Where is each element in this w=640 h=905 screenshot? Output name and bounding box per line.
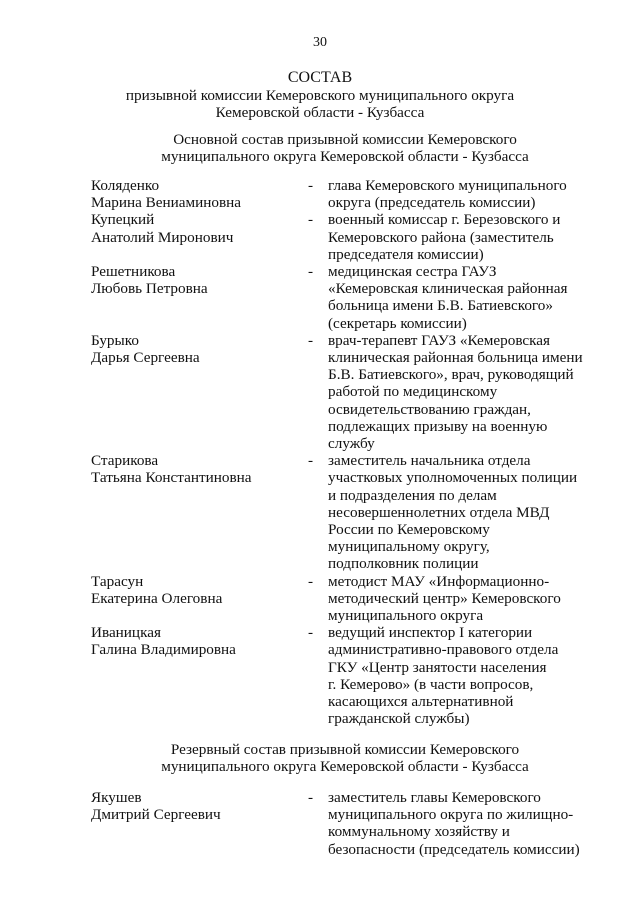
role-line: военный комиссар г. Березовского и: [328, 211, 561, 229]
role-line: освидетельствованию граждан,: [328, 400, 531, 418]
role-line: муниципального округа по жилищно-: [328, 806, 574, 824]
member-name: [91, 789, 308, 858]
role-line: округа (председатель комиссии): [328, 194, 536, 212]
title-heading: СОСТАВ: [287, 69, 353, 86]
reserve-section-heading: [0, 741, 640, 775]
member-given-name: Марина Вениаминовна: [91, 194, 241, 212]
member-name: [91, 573, 308, 625]
role-line: административно-правового отдела: [328, 641, 559, 659]
role-line: гражданской службы): [328, 710, 470, 728]
member-row: [91, 452, 601, 572]
member-dash: -: [308, 331, 314, 349]
member-surname: Решетникова: [91, 263, 176, 281]
member-name: [91, 452, 308, 572]
member-dash: -: [308, 452, 314, 470]
member-dash: -: [308, 177, 314, 194]
title-line-1: призывной комиссии Кемеровского муниципального округа: [125, 87, 515, 104]
role-line: работой по медицинскому: [328, 383, 498, 401]
member-name: [91, 177, 308, 211]
member-role: [328, 789, 601, 858]
member-role: [328, 177, 601, 211]
member-name: [91, 211, 308, 263]
reserve-heading-line-2: муниципального округа Кемеровской области - Кузбасса: [161, 758, 529, 776]
member-given-name: Дмитрий Сергеевич: [91, 806, 221, 824]
role-line: коммунальному хозяйству и: [328, 823, 510, 841]
member-dash: -: [308, 624, 314, 642]
member-dash: -: [308, 211, 314, 229]
member-given-name: Любовь Петровна: [91, 280, 208, 298]
main-heading-line-2: муниципального округа Кемеровской области - Кузбасса: [161, 148, 529, 166]
member-given-name: Дарья Сергеевна: [91, 349, 200, 367]
role-line: службу: [328, 435, 375, 453]
role-line: России по Кемеровскому: [328, 521, 490, 539]
member-role: [328, 624, 601, 727]
page-number: 30: [313, 35, 327, 50]
role-line: подлежащих призыву на военную: [328, 417, 548, 435]
member-row: [91, 624, 601, 727]
member-row: [91, 789, 601, 858]
role-line: г. Кемерово» (в части вопросов,: [328, 675, 534, 693]
member-surname: Бурыко: [91, 331, 139, 349]
role-line: методист МАУ «Информационно-: [328, 572, 550, 590]
member-dash: -: [308, 789, 314, 806]
member-surname: Иваницкая: [91, 624, 161, 642]
role-line: и подразделения по делам: [328, 486, 497, 504]
member-name: [91, 332, 308, 452]
main-section-heading: [0, 131, 640, 165]
member-row: [91, 263, 601, 332]
member-row: [91, 177, 601, 211]
member-row: [91, 211, 601, 263]
role-line: касающихся альтернативной: [328, 693, 514, 711]
role-line: подполковник полиции: [328, 555, 479, 573]
member-row: [91, 332, 601, 452]
member-surname: Коляденко: [91, 177, 160, 194]
document-title: [0, 69, 640, 121]
reserve-members-list: [91, 789, 601, 858]
member-role: [328, 263, 601, 332]
role-line: участковых уполномоченных полиции: [328, 469, 578, 487]
role-line: врач-терапевт ГАУЗ «Кемеровская: [328, 331, 551, 349]
role-line: «Кемеровская клиническая районная: [328, 280, 568, 298]
role-line: больница имени Б.В. Батиевского»: [328, 297, 553, 315]
role-line: Кемеровского района (заместитель: [328, 228, 554, 246]
role-line: несовершеннолетних отдела МВД: [328, 503, 550, 521]
main-members-list: [91, 177, 601, 728]
member-surname: Купецкий: [91, 211, 155, 229]
role-line: медицинская сестра ГАУЗ: [328, 263, 497, 281]
member-role: [328, 452, 601, 572]
member-row: [91, 573, 601, 625]
member-given-name: Екатерина Олеговна: [91, 589, 223, 607]
role-line: заместитель начальника отдела: [328, 452, 531, 470]
role-line: муниципальному округу,: [328, 538, 490, 556]
member-role: [328, 211, 601, 263]
role-line: ведущий инспектор I категории: [328, 624, 533, 642]
member-dash: -: [308, 263, 314, 281]
member-given-name: Татьяна Константиновна: [91, 469, 252, 487]
member-surname: Якушев: [91, 789, 142, 806]
role-line: безопасности (председатель комиссии): [328, 840, 580, 858]
title-line-2: Кемеровской области - Кузбасса: [215, 104, 425, 122]
member-name: [91, 263, 308, 332]
role-line: муниципального округа: [328, 607, 484, 625]
member-surname: Тарасун: [91, 572, 144, 590]
member-given-name: Анатолий Миронович: [91, 228, 234, 246]
member-dash: -: [308, 572, 314, 590]
role-line: (секретарь комиссии): [328, 314, 467, 332]
member-role: [328, 332, 601, 452]
reserve-heading-line-1: Резервный состав призывной комиссии Кемеровского: [170, 741, 520, 758]
member-surname: Старикова: [91, 452, 159, 470]
role-line: председателя комиссии): [328, 245, 484, 263]
role-line: ГКУ «Центр занятости населения: [328, 658, 547, 676]
role-line: методический центр» Кемеровского: [328, 589, 561, 607]
role-line: заместитель главы Кемеровского: [328, 789, 541, 806]
role-line: глава Кемеровского муниципального: [328, 177, 567, 194]
member-role: [328, 573, 601, 625]
role-line: клиническая районная больница имени: [328, 349, 583, 367]
member-name: [91, 624, 308, 727]
member-given-name: Галина Владимировна: [91, 641, 236, 659]
main-heading-line-1: Основной состав призывной комиссии Кемеровского: [173, 131, 517, 148]
role-line: Б.В. Батиевского», врач, руководящий: [328, 366, 574, 384]
